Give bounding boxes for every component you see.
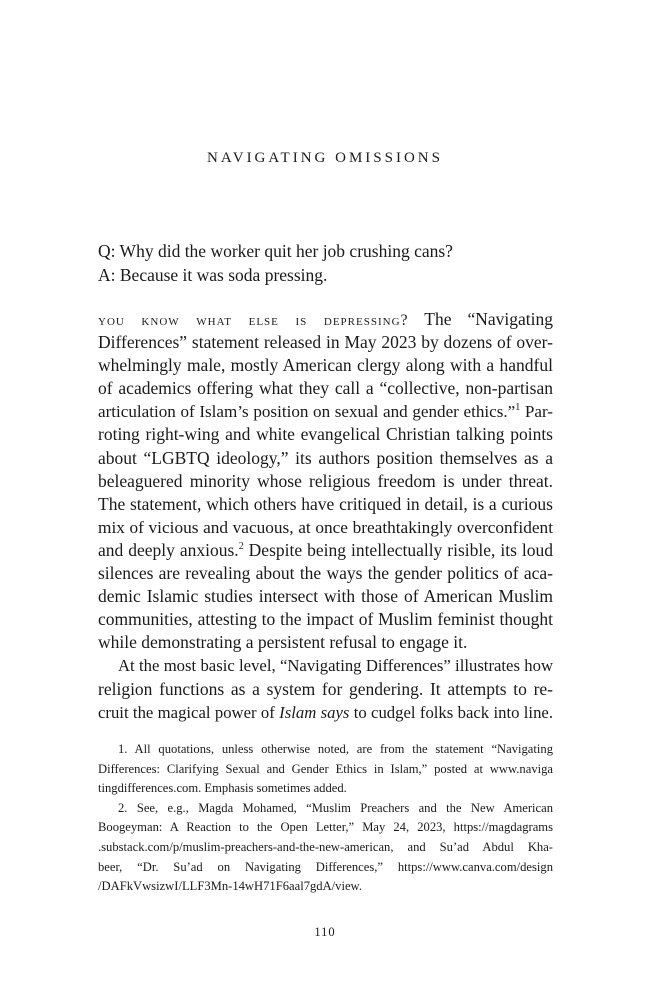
footnote-line: .substack.com/p/muslim-preachers-and-the-new-american, and Su’ad Abdul Kha- bbox=[98, 839, 553, 854]
body-line: beleaguered minority whose religious freedom is under threat. bbox=[98, 470, 553, 491]
footnote-line: tingdifferences.com. Emphasis sometimes added. bbox=[98, 781, 347, 796]
chapter-title: NAVIGATING OMISSIONS bbox=[207, 150, 443, 166]
epigraph-joke bbox=[98, 239, 553, 287]
footnote-line: 1. All quotations, unless otherwise noted, are from the statement “Navigating bbox=[118, 742, 553, 756]
body-line: and deeply anxious.$^2$ Despite being intellectually risible, its loud bbox=[98, 539, 553, 560]
footnotes bbox=[98, 740, 553, 897]
body-line: demic Islamic studies intersect with those of American Muslim bbox=[98, 586, 553, 607]
footnote-ref-2[interactable]: 2 bbox=[238, 540, 244, 552]
body-line: The statement, which others have critiqued in detail, is a curious bbox=[98, 493, 553, 514]
body-line: At the most basic level, “Navigating Differences” illustrates how bbox=[118, 656, 553, 676]
body-line: Differences” statement released in May 2023 by dozens of over- bbox=[98, 332, 553, 353]
body-line: silences are revealing about the ways the gender politics of aca- bbox=[98, 563, 553, 584]
joke-question: Q: Why did the worker quit her job crushing cans? bbox=[98, 241, 453, 261]
body-line: roting right-wing and white evangelical Christian talking points bbox=[98, 424, 553, 445]
body-line: communities, attesting to the impact of Muslim feminist thought bbox=[98, 609, 553, 630]
body-line: articulation of Islam’s position on sexual and gender ethics.”$^1$ Par- bbox=[98, 402, 553, 422]
small-caps-lead-in: you know what else is depressing? bbox=[98, 312, 409, 329]
body-line: you know what else is depressing? The “Navigating bbox=[98, 309, 553, 329]
body-line: while demonstrating a persistent refusal to engage it. bbox=[98, 632, 468, 653]
emphasis-islam-says: Islam says bbox=[279, 702, 350, 722]
body-text bbox=[98, 308, 553, 724]
footnote-line: Differences: Clarifying Sexual and Gender Ethics in Islam,” posted at www.naviga bbox=[98, 761, 553, 776]
body-line: mix of vicious and vacuous, at once breathtakingly overconfident bbox=[98, 517, 553, 537]
body-line: religion functions as a system for gendering. It attempts to re- bbox=[98, 678, 553, 699]
joke-answer: A: Because it was soda pressing. bbox=[98, 265, 328, 285]
footnote-ref-1[interactable]: 1 bbox=[515, 402, 521, 414]
footnote-line: Boogeyman: A Reaction to the Open Letter,” May 24, 2023, https://magdagrams bbox=[98, 820, 553, 835]
footnote-line: 2. See, e.g., Magda Mohamed, “Muslim Preachers and the New American bbox=[118, 800, 553, 815]
footnote-line: beer, “Dr. Su’ad on Navigating Differences,” https://www.canva.com/design bbox=[98, 859, 553, 874]
body-line: cruit the magical power of Islam says to cudgel folks back into line. bbox=[98, 702, 553, 722]
body-line: of academics offering what they call a “collective, non-partisan bbox=[98, 378, 553, 399]
body-line: whelmingly male, mostly American clergy along with a handful bbox=[98, 355, 553, 376]
page-number: 110 bbox=[314, 925, 336, 939]
footnote-line: /DAFkVwsizwI/LLF3Mn-14wH71F6aal7gdA/view. bbox=[98, 879, 362, 894]
body-line: about “LGBTQ ideology,” its authors position themselves as a bbox=[98, 447, 553, 468]
